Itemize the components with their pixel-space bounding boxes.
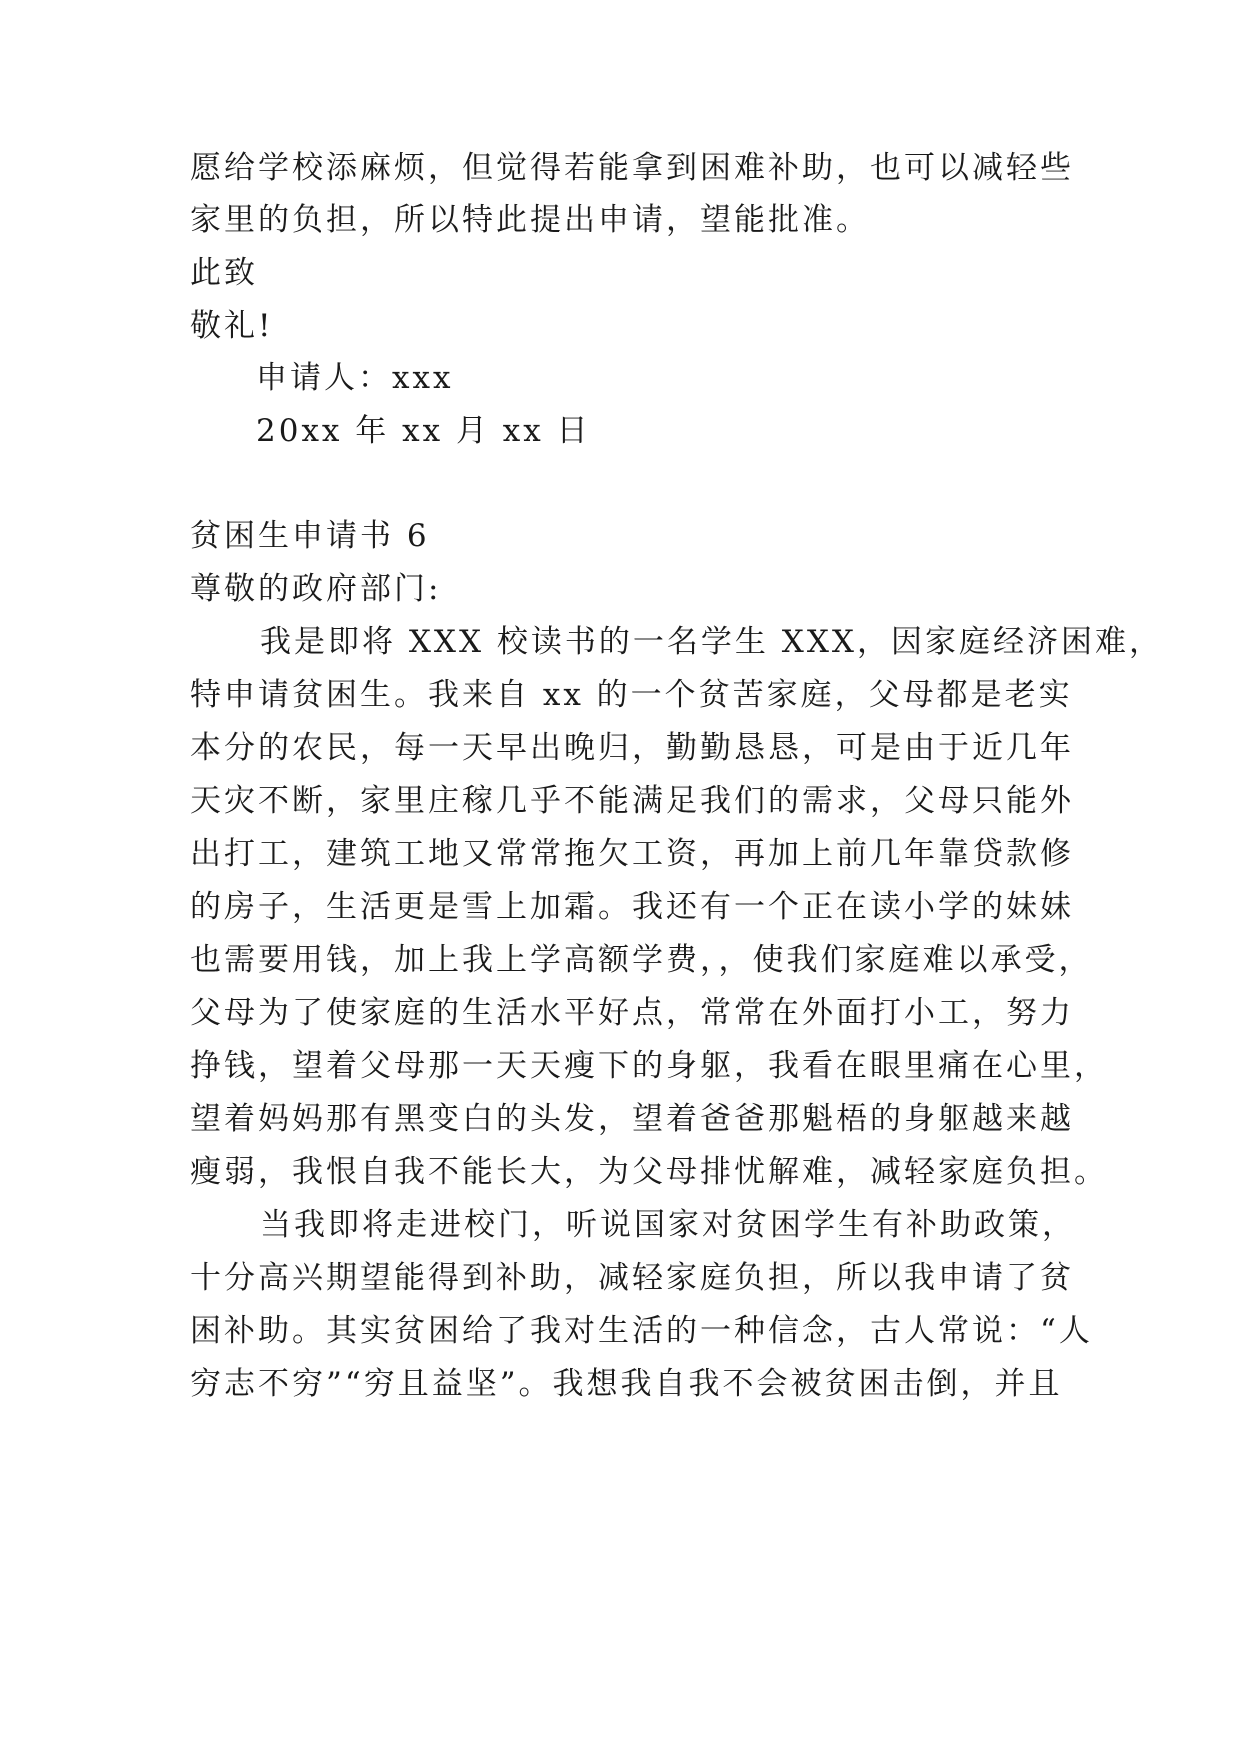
paragraph1-line: 出打工，建筑工地又常常拖欠工资，再加上前几年靠贷款修 xyxy=(190,836,1074,872)
paragraph1-line: 的房子，生活更是雪上加霜。我还有一个正在读小学的妹妹 xyxy=(190,889,1074,925)
section-title: 贫困生申请书 6 xyxy=(190,518,430,554)
paragraph1-line: 父母为了使家庭的生活水平好点，常常在外面打小工，努力 xyxy=(190,995,1074,1031)
signature-date: 20xx 年 xx 月 xx 日 xyxy=(256,413,591,449)
paragraph2-line: 当我即将走进校门，听说国家对贫困学生有补助政策， xyxy=(260,1207,1076,1243)
paragraph1-line: 挣钱，望着父母那一天天瘦下的身躯，我看在眼里痛在心里， xyxy=(190,1048,1108,1084)
closing-line-2: 家里的负担，所以特此提出申请，望能批准。 xyxy=(190,202,870,238)
paragraph1-line: 望着妈妈那有黑变白的头发，望着爸爸那魁梧的身躯越来越 xyxy=(190,1101,1074,1137)
paragraph1-line: 天灾不断，家里庄稼几乎不能满足我们的需求，父母只能外 xyxy=(190,783,1074,819)
signature: 申请人：xxx xyxy=(256,360,454,396)
paragraph2-line: 困补助。其实贫困给了我对生活的一种信念，古人常说：“人 xyxy=(190,1313,1093,1349)
paragraph1-line: 特申请贫困生。我来自 xx 的一个贫苦家庭，父母都是老实 xyxy=(190,677,1073,713)
regards: 敬礼! xyxy=(190,308,274,344)
paragraph1-line: 也需要用钱，加上我上学高额学费，，使我们家庭难以承受， xyxy=(190,942,1093,978)
paragraph1-line: 本分的农民，每一天早出晚归，勤勤恳恳，可是由于近几年 xyxy=(190,730,1074,766)
addressee: 尊敬的政府部门: xyxy=(190,571,442,607)
paragraph2-line: 穷志不穷”“穷且益坚”。我想我自我不会被贫困击倒，并且 xyxy=(190,1366,1063,1402)
paragraph1-line: 瘦弱，我恨自我不能长大，为父母排忧解难，减轻家庭负担。 xyxy=(190,1154,1108,1190)
paragraph2-line: 十分高兴期望能得到补助，减轻家庭负担，所以我申请了贫 xyxy=(190,1260,1074,1296)
closing-line-1: 愿给学校添麻烦，但觉得若能拿到困难补助，也可以减轻些 xyxy=(190,150,1074,186)
paragraph1-line: 我是即将 XXX 校读书的一名学生 XXX，因家庭经济困难， xyxy=(260,624,1163,660)
salutation: 此致 xyxy=(190,255,258,291)
